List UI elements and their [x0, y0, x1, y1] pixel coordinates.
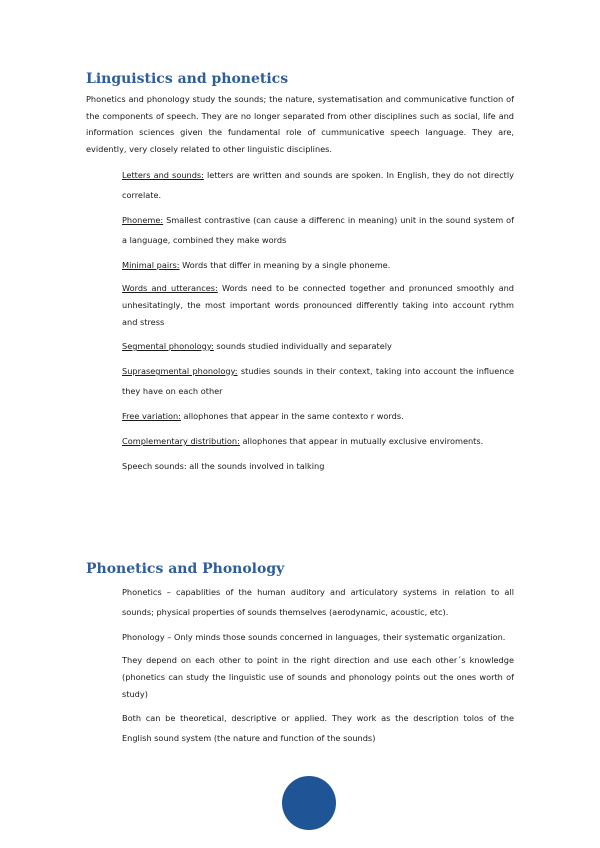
definition-text: sounds studied individually and separately: [213, 341, 392, 351]
definition-text: allophones that appear in the same contexto r words.: [180, 411, 404, 421]
definition-item: [122, 431, 514, 451]
definition-item: [122, 255, 514, 275]
section-heading-linguistics: Linguistics and phonetics: [86, 71, 289, 87]
definition-item: [122, 165, 514, 205]
body-paragraph: They depend on each other to point in the right direction and use each other´s knowledge (phonetics can study the linguistic use of sounds and phonology points out the ones worth of study): [122, 655, 514, 699]
definition-text: Smallest contrastive (can cause a differenc in meaning) unit in the sound system of a language, combined they make words: [122, 215, 514, 245]
body-paragraph: Phonology – Only minds those sounds concerned in languages, their systematic organization.: [122, 632, 506, 642]
definition-text: Words need to be connected together and pronunced smoothly and unhesitatingly, the most important words pronounced differently taking into account rythm and stress: [122, 283, 514, 327]
definition-item: [122, 336, 514, 356]
definition-term: Suprasegmental phonology:: [122, 366, 238, 376]
definition-item: [122, 456, 514, 476]
definition-text: studies sounds in their context, taking into account the influence they have on each other: [122, 366, 515, 396]
definition-term: Segmental phonology:: [122, 341, 214, 351]
definition-term: Phoneme:: [122, 215, 164, 225]
definitions-list: [122, 165, 514, 481]
definition-term: Complementary distribution:: [122, 436, 240, 446]
definition-item: [122, 280, 514, 331]
page-circle-decoration: [282, 776, 336, 830]
body-paragraph: Phonetics – capablities of the human auditory and articulatory systems in relation to all sounds; physical properties of sounds themselves (aerodynamic, acoustic, etc).: [122, 587, 514, 617]
definition-term: Minimal pairs:: [122, 260, 180, 270]
phonetics-paragraphs: [122, 582, 514, 753]
section-heading-phonetics-phonology: Phonetics and Phonology: [86, 561, 285, 577]
definition-text: allophones that appear in mutually exclusive enviroments.: [239, 436, 484, 446]
body-paragraph: Both can be theoretical, descriptive or applied. They work as the description tolos of the English sound system (the nature and function of the sounds): [122, 713, 514, 743]
definition-text: Speech sounds: all the sounds involved in talking: [122, 461, 325, 471]
definition-item: [122, 361, 514, 401]
intro-paragraph: Phonetics and phonology study the sounds; the nature, systematisation and communicative function of the components of speech. They are no longer separated from other disciplines such as social, life and information sciences given the fundamental role of cummunicative speech language. They are, evidently, very closely related to other linguistic disciplines.: [86, 94, 514, 154]
definition-text: Words that differ in meaning by a single phoneme.: [179, 260, 391, 270]
definition-item: [122, 406, 514, 426]
definition-term: Letters and sounds:: [122, 170, 204, 180]
definition-item: [122, 210, 514, 250]
definition-text: letters are written and sounds are spoken. In English, they do not directly correlate.: [122, 170, 514, 200]
definition-term: Words and utterances:: [122, 283, 218, 293]
definition-term: Free variation:: [122, 411, 181, 421]
